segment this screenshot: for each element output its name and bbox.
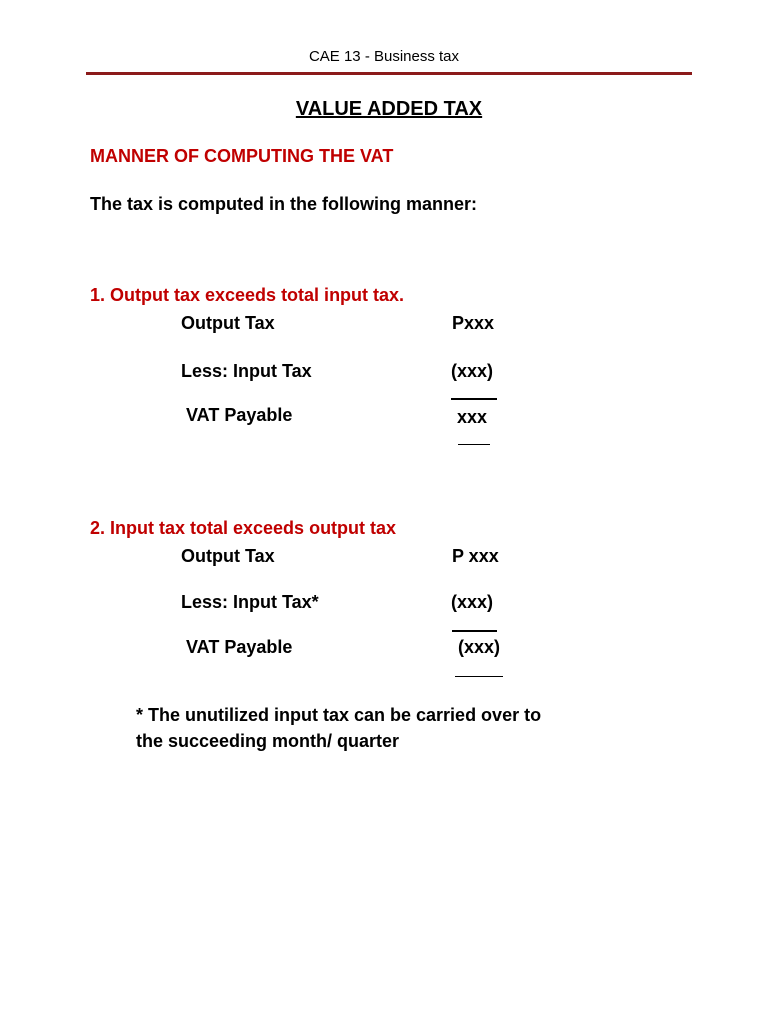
section-heading: MANNER OF COMPUTING THE VAT	[90, 146, 394, 166]
case2-heading: 2. Input tax total exceeds output tax	[90, 518, 397, 538]
document-title: VALUE ADDED TAX	[295, 98, 483, 120]
case2-total-rule	[455, 676, 503, 677]
case1-vat-payable-value: xxx	[457, 407, 488, 427]
footnote-line-2: the succeeding month/ quarter	[136, 731, 400, 751]
case1-input-tax-label: Less: Input Tax	[181, 361, 312, 381]
case1-total-rule	[458, 444, 490, 445]
case2-vat-payable-value: (xxx)	[458, 637, 501, 657]
case2-input-tax-label: Less: Input Tax*	[181, 592, 319, 612]
case2-output-tax-label: Output Tax	[181, 546, 275, 566]
case2-output-tax-value: P xxx	[452, 546, 499, 566]
case1-subtotal-rule	[451, 398, 497, 400]
case2-input-tax-value: (xxx)	[451, 592, 494, 612]
header-divider	[86, 72, 692, 75]
case1-heading: 1. Output tax exceeds total input tax.	[90, 285, 405, 305]
case1-output-tax-value: Pxxx	[452, 313, 495, 333]
case1-output-tax-label: Output Tax	[181, 313, 275, 333]
case1-vat-payable-label: VAT Payable	[186, 405, 293, 425]
case2-vat-payable-label: VAT Payable	[186, 637, 293, 657]
case2-subtotal-rule	[452, 630, 497, 632]
footnote-line-1: * The unutilized input tax can be carried over to	[136, 705, 542, 725]
intro-text: The tax is computed in the following manner:	[90, 194, 478, 214]
page-header: CAE 13 - Business tax	[308, 48, 460, 65]
case1-input-tax-value: (xxx)	[451, 361, 494, 381]
